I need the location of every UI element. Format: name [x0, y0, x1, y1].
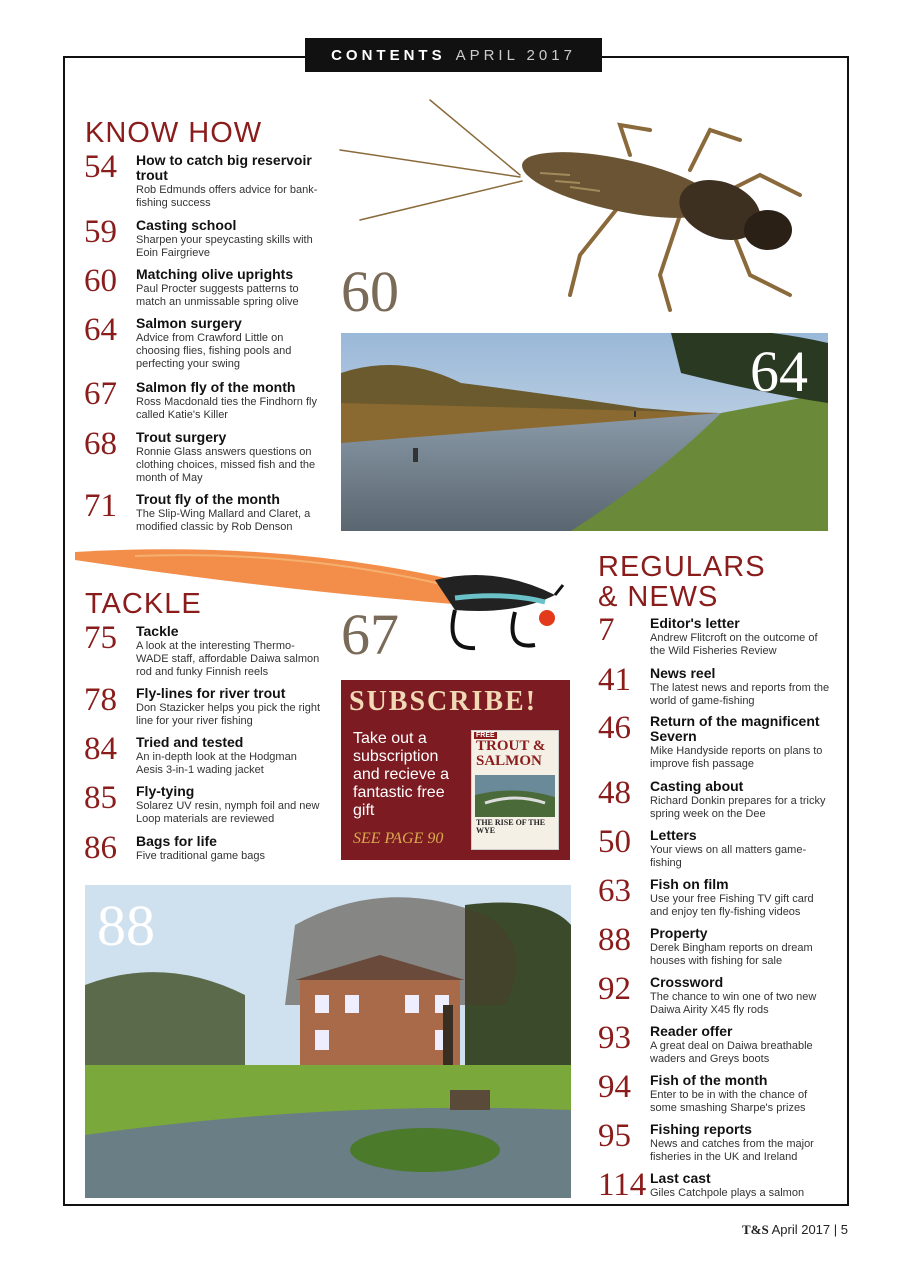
- regulars-title-line2: & NEWS: [598, 581, 719, 613]
- page-number: 94: [598, 1069, 631, 1105]
- page-number: 54: [84, 149, 117, 185]
- page-number: 75: [84, 620, 117, 656]
- house-photo: [85, 885, 571, 1198]
- entry-description: Don Stazicker helps you pick the right line for your river fishing: [136, 702, 321, 727]
- entry-text: [650, 666, 835, 708]
- entry-title: Tried and tested: [136, 734, 244, 750]
- entry-description: Use your free Fishing TV gift card and enjoy ten fly-fishing videos: [650, 893, 814, 918]
- entry-description: Five traditional game bags: [136, 850, 266, 862]
- contents-banner: [305, 38, 602, 72]
- magazine-free-tag: FREE: [476, 732, 495, 739]
- entry-text: [136, 735, 321, 777]
- page-number: 114: [598, 1167, 647, 1203]
- page-number: 7: [598, 612, 615, 648]
- entry-text: [136, 218, 321, 260]
- entry-title: Tackle: [136, 623, 179, 639]
- banner-contents: CONTENTS: [331, 46, 446, 64]
- magazine-title: TROUT & SALMON: [476, 738, 546, 769]
- entry-text: [136, 834, 321, 863]
- entry-title: Casting school: [136, 217, 237, 233]
- page-number: 93: [598, 1020, 631, 1056]
- page-number: 71: [84, 488, 117, 524]
- entry-text: [650, 975, 835, 1017]
- page-number: 48: [598, 775, 631, 811]
- entry-title: How to catch big reservoir trout: [136, 152, 312, 183]
- magazine-cover-line: THE RISE OF THE WYE: [476, 818, 546, 835]
- mayfly-page-label: 60: [341, 259, 399, 324]
- page-number: 78: [84, 682, 117, 718]
- page-number: 85: [84, 780, 117, 816]
- river-page-label: 64: [750, 339, 808, 404]
- entry-description: Solarez UV resin, nymph foil and new Loop materials are reviewed: [136, 800, 320, 825]
- entry-description: Ross Macdonald ties the Findhorn fly called Katie's Killer: [136, 396, 317, 421]
- entry-text: [650, 1122, 835, 1164]
- entry-title: Reader offer: [650, 1023, 733, 1039]
- entry-title: Fishing reports: [650, 1121, 752, 1137]
- entry-title: Fish of the month: [650, 1072, 768, 1088]
- entry-text: [136, 316, 321, 371]
- entry-description: The chance to win one of two new Daiwa Airity X45 fly rods: [650, 991, 817, 1016]
- entry-title: Crossword: [650, 974, 724, 990]
- entry-text: [136, 784, 321, 826]
- entry-description: A look at the interesting Thermo-WADE staff, affordable Daiwa salmon rod and funky Finnish reels: [136, 640, 320, 678]
- section-regulars-title: [598, 552, 766, 612]
- entry-title: Casting about: [650, 778, 744, 794]
- page-number: 60: [84, 263, 117, 299]
- entry-description: Enter to be in with the chance of some smashing Sharpe's prizes: [650, 1089, 808, 1114]
- entry-text: [650, 1024, 835, 1066]
- entry-description: An in-depth look at the Hodgman Aesis 3-in-1 wading jacket: [136, 751, 297, 776]
- entry-title: Fish on film: [650, 876, 729, 892]
- entry-text: [136, 430, 321, 485]
- entry-text: [136, 686, 321, 728]
- entry-description: Sharpen your speycasting skills with Eoin Fairgrieve: [136, 234, 313, 259]
- entry-text: [650, 828, 835, 870]
- footer-page-number: 5: [840, 1222, 848, 1237]
- page-number: 50: [598, 824, 631, 860]
- entry-description: The Slip-Wing Mallard and Claret, a modified classic by Rob Denson: [136, 508, 311, 533]
- entry-description: Derek Bingham reports on dream houses with fishing for sale: [650, 942, 813, 967]
- entry-title: Trout fly of the month: [136, 491, 280, 507]
- subscribe-cta[interactable]: SEE PAGE 90: [353, 830, 444, 847]
- entry-text: [650, 1073, 835, 1115]
- entry-description: Richard Donkin prepares for a tricky spring week on the Dee: [650, 795, 826, 820]
- entry-text: [650, 877, 835, 919]
- entry-text: [136, 380, 321, 422]
- page-number: 46: [598, 710, 631, 746]
- entry-description: Ronnie Glass answers questions on clothing choices, missed fish and the month of May: [136, 446, 316, 484]
- entry-description: Rob Edmunds offers advice for bank-fishing success: [136, 184, 318, 209]
- page-number: 67: [84, 376, 117, 412]
- entry-title: Salmon surgery: [136, 315, 242, 331]
- footer-brand: T&S: [741, 1222, 769, 1237]
- magazine-cover: [471, 730, 559, 850]
- fly-page-label: 67: [341, 602, 399, 667]
- banner-date: APRIL 2017: [455, 46, 576, 64]
- entry-description: Your views on all matters game-fishing: [650, 844, 807, 869]
- regulars-title-line1: REGULARS: [598, 551, 766, 583]
- page-number: 63: [598, 873, 631, 909]
- subscribe-box[interactable]: [341, 680, 570, 860]
- page-number: 88: [598, 922, 631, 958]
- footer-issue: April 2017: [771, 1222, 831, 1237]
- page-number: 59: [84, 214, 117, 250]
- page-number: 86: [84, 830, 117, 866]
- entry-title: Salmon fly of the month: [136, 379, 296, 395]
- page-number: 41: [598, 662, 631, 698]
- entry-text: [650, 1171, 835, 1200]
- entry-description: Advice from Crawford Little on choosing flies, fishing pools and perfecting your swing: [136, 332, 292, 370]
- entry-description: Giles Catchpole plays a salmon: [650, 1187, 805, 1199]
- section-tackle-title: TACKLE: [85, 588, 202, 620]
- page-number: 92: [598, 971, 631, 1007]
- entry-title: Fly-lines for river trout: [136, 685, 286, 701]
- entry-text: [136, 624, 321, 679]
- entry-description: A great deal on Daiwa breathable waders and Greys boots: [650, 1040, 813, 1065]
- house-page-label: 88: [97, 893, 155, 958]
- page-number: 84: [84, 731, 117, 767]
- footer-divider: |: [833, 1222, 841, 1237]
- entry-text: [136, 153, 321, 210]
- entry-description: Andrew Flitcroft on the outcome of the Wild Fisheries Review: [650, 632, 818, 657]
- page-footer: [742, 1222, 848, 1238]
- entry-description: News and catches from the major fisheries in the UK and Ireland: [650, 1138, 814, 1163]
- subscribe-body: Take out a subscription and recieve a fantastic free gift: [353, 730, 450, 819]
- entry-title: Last cast: [650, 1170, 711, 1186]
- subscribe-heading: SUBSCRIBE!: [349, 686, 538, 717]
- page-number: 95: [598, 1118, 631, 1154]
- page-number: 64: [84, 312, 117, 348]
- entry-title: Property: [650, 925, 708, 941]
- section-know-how-title: KNOW HOW: [85, 117, 263, 149]
- magazine-cover-photo: [475, 775, 555, 817]
- mayfly-nymph-photo: [330, 95, 825, 330]
- entry-title: News reel: [650, 665, 716, 681]
- entry-description: Paul Procter suggests patterns to match an unmissable spring olive: [136, 283, 299, 308]
- entry-title: Bags for life: [136, 833, 217, 849]
- entry-description: Mike Handyside reports on plans to improve fish passage: [650, 745, 823, 770]
- entry-text: [136, 267, 321, 309]
- entry-title: Matching olive uprights: [136, 266, 294, 282]
- entry-text: [650, 714, 835, 771]
- entry-title: Editor's letter: [650, 615, 740, 631]
- entry-description: The latest news and reports from the world of game-fishing: [650, 682, 830, 707]
- entry-text: [136, 492, 321, 534]
- entry-title: Letters: [650, 827, 697, 843]
- entry-title: Trout surgery: [136, 429, 227, 445]
- entry-text: [650, 616, 835, 658]
- entry-title: Fly-tying: [136, 783, 195, 799]
- entry-text: [650, 926, 835, 968]
- entry-title: Return of the magnificent Severn: [650, 713, 820, 744]
- page-number: 68: [84, 426, 117, 462]
- entry-text: [650, 779, 835, 821]
